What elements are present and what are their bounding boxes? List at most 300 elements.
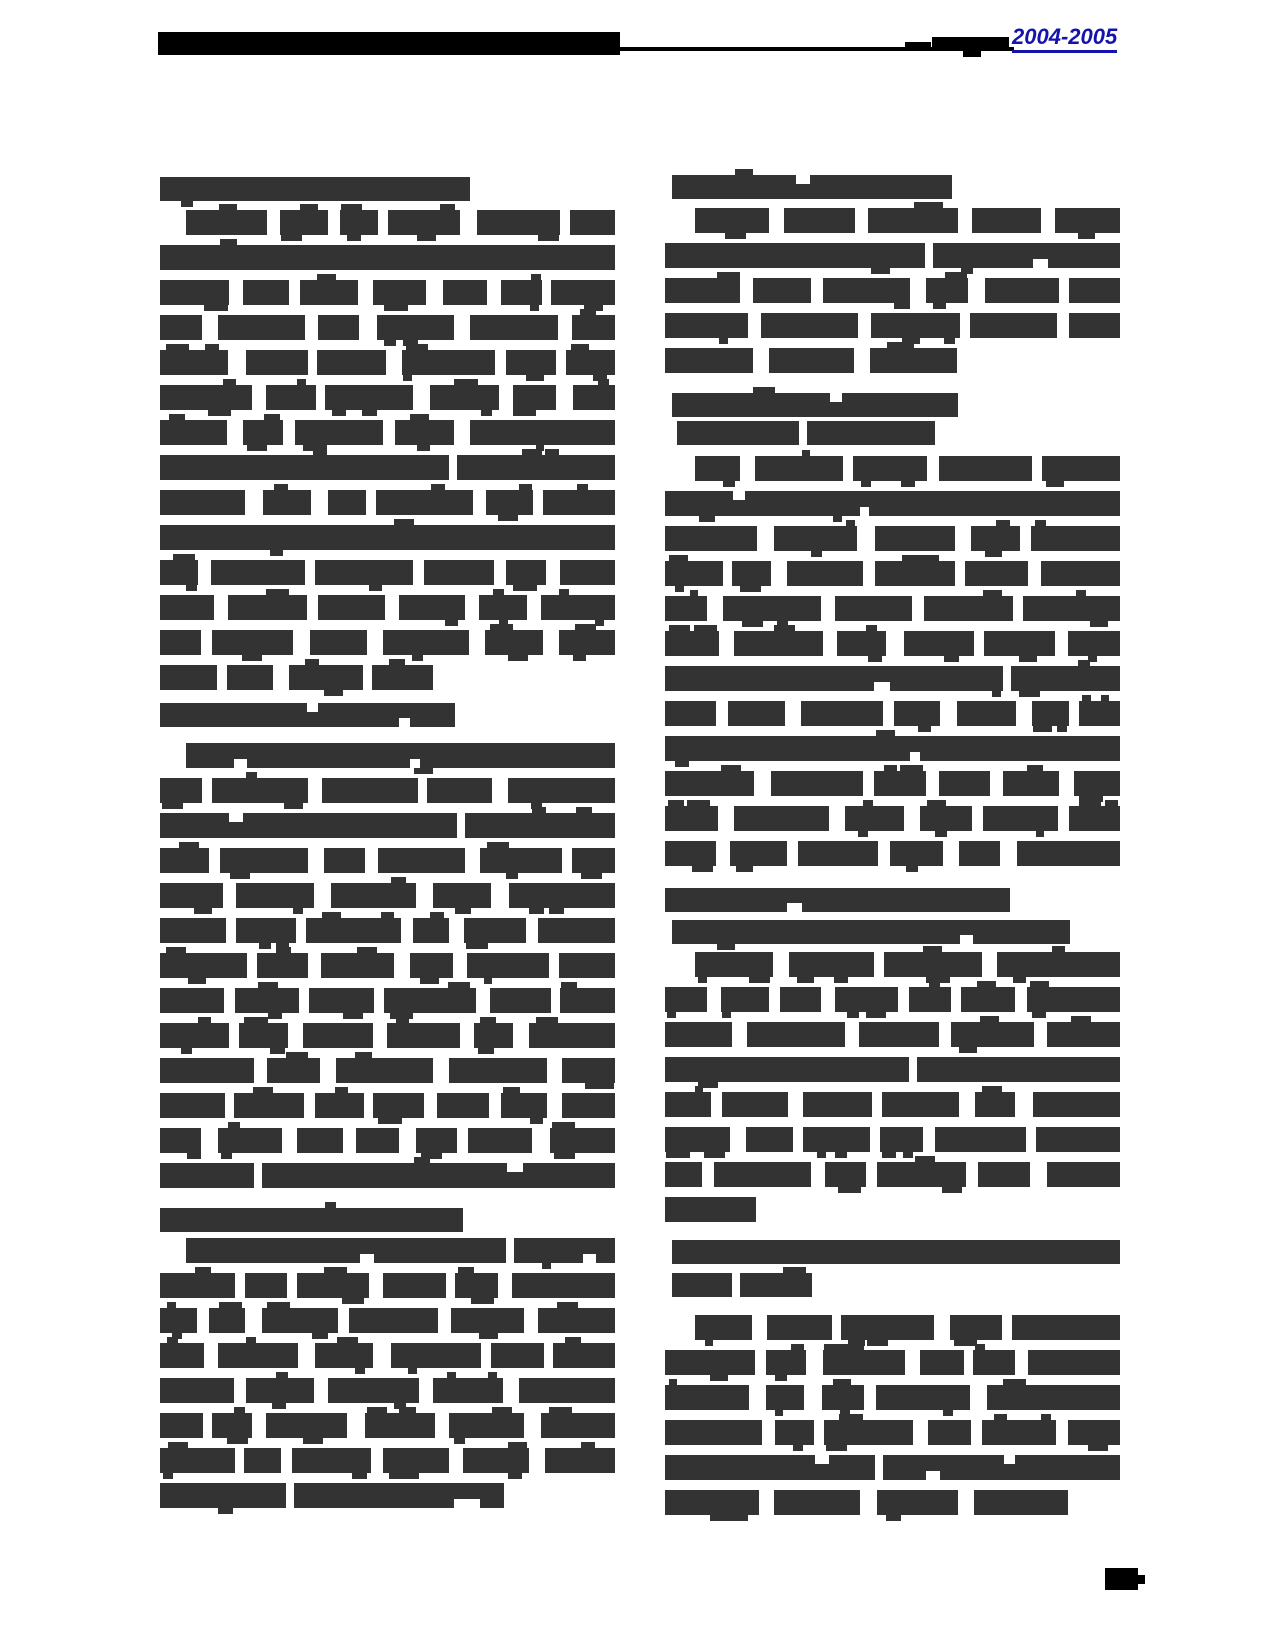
- redacted-line: [665, 987, 1120, 1012]
- redacted-word: [506, 350, 557, 375]
- redaction-bump: [219, 204, 237, 210]
- redacted-word: [1041, 561, 1120, 586]
- redacted-word: [315, 1343, 373, 1368]
- redacted-word: [665, 1490, 759, 1515]
- redaction-bump: [324, 690, 343, 696]
- redaction-bump: [498, 515, 518, 521]
- redacted-word: [550, 1128, 615, 1153]
- redacted-word: [559, 953, 615, 978]
- redaction-bump: [1088, 1445, 1108, 1451]
- redacted-word: [665, 806, 718, 831]
- redacted-word: [465, 813, 615, 838]
- redacted-word: [449, 1413, 524, 1438]
- redacted-word: [309, 988, 374, 1013]
- redaction-bump: [367, 1407, 387, 1413]
- redacted-line: [665, 561, 1120, 586]
- redacted-line: [665, 243, 1120, 268]
- redacted-word: [509, 883, 615, 908]
- redacted-word: [570, 210, 615, 235]
- redacted-word: [573, 385, 615, 410]
- redacted-word: [767, 1315, 832, 1340]
- redacted-word: [218, 315, 305, 340]
- redaction-bump: [783, 1267, 806, 1273]
- redacted-word: [1017, 841, 1120, 866]
- redacted-word: [884, 952, 982, 977]
- redaction-bump: [996, 520, 1011, 526]
- redacted-word: [665, 1420, 762, 1445]
- redacted-word: [356, 1128, 400, 1153]
- redacted-word: [823, 1350, 905, 1375]
- redacted-line: [160, 210, 615, 235]
- redaction-bump: [694, 625, 717, 631]
- redaction-notch: [910, 752, 919, 761]
- redaction-bump: [753, 387, 775, 393]
- redaction-bump: [1033, 726, 1052, 732]
- redacted-word: [508, 778, 615, 803]
- redaction-bump: [583, 309, 596, 315]
- redacted-word: [160, 525, 615, 550]
- redaction-bump: [458, 1267, 474, 1273]
- redaction-bump: [573, 655, 586, 661]
- redacted-word: [427, 778, 492, 803]
- redaction-bump: [403, 375, 412, 381]
- redacted-word: [186, 210, 267, 235]
- redacted-word: [859, 1022, 939, 1047]
- redacted-word: [399, 595, 465, 620]
- redaction-bump: [717, 944, 735, 950]
- redaction-bump: [208, 410, 232, 416]
- redaction-bump: [1019, 691, 1040, 697]
- redaction-bump: [1101, 695, 1110, 701]
- redaction-bump: [394, 519, 415, 525]
- redacted-word: [572, 315, 615, 340]
- redacted-word: [506, 560, 546, 585]
- redacted-word: [160, 1093, 225, 1118]
- redaction-bump: [481, 410, 492, 416]
- redacted-word: [1012, 1315, 1120, 1340]
- redaction-bump: [1003, 1379, 1027, 1385]
- redacted-word: [160, 630, 201, 655]
- redacted-word: [501, 280, 542, 305]
- redaction-bump: [742, 621, 763, 627]
- redacted-word: [485, 630, 543, 655]
- redaction-bump: [332, 410, 346, 416]
- redaction-bump: [303, 1438, 323, 1444]
- redacted-word: [917, 1057, 1120, 1082]
- redacted-word: [939, 456, 1032, 481]
- redacted-heading-bar: [672, 1273, 812, 1297]
- redaction-bump: [536, 1017, 559, 1023]
- redaction-bump: [1019, 656, 1037, 662]
- redacted-word: [160, 455, 449, 480]
- redaction-bump: [221, 1153, 233, 1159]
- redaction-bump: [704, 1152, 725, 1158]
- redaction-bump: [246, 1337, 256, 1343]
- redacted-word: [665, 841, 716, 866]
- redacted-word: [513, 385, 557, 410]
- redacted-line: [665, 701, 1120, 726]
- redacted-word: [262, 1308, 338, 1333]
- redaction-notch: [796, 175, 810, 184]
- redacted-word: [160, 1343, 204, 1368]
- redacted-word: [875, 526, 954, 551]
- redacted-word: [890, 841, 943, 866]
- redacted-word: [310, 630, 366, 655]
- redacted-word: [451, 1308, 524, 1333]
- redacted-word: [870, 348, 956, 373]
- redacted-word: [766, 1385, 804, 1410]
- redacted-word: [665, 243, 925, 268]
- redaction-bump: [466, 943, 488, 949]
- redacted-word: [841, 1315, 934, 1340]
- redacted-word: [970, 313, 1057, 338]
- redacted-word: [665, 1162, 702, 1187]
- redacted-word: [318, 315, 358, 340]
- redaction-bump: [246, 772, 257, 778]
- redaction-bump: [471, 1298, 493, 1304]
- redacted-word: [974, 1490, 1068, 1515]
- redacted-line: [160, 813, 615, 838]
- redaction-bump: [725, 1515, 748, 1521]
- redacted-word: [874, 771, 926, 796]
- right-column: [665, 0, 1120, 1650]
- redacted-word: [971, 526, 1020, 551]
- redacted-line: [665, 1022, 1120, 1047]
- redacted-word: [972, 208, 1041, 233]
- redaction-bump: [669, 555, 688, 561]
- redaction-bump: [343, 1013, 363, 1019]
- redaction-bump: [675, 761, 690, 767]
- redaction-bump: [867, 1340, 887, 1346]
- redacted-word: [1033, 1092, 1120, 1117]
- redacted-word: [212, 630, 293, 655]
- redaction-bump: [186, 585, 197, 591]
- redacted-word: [734, 806, 829, 831]
- redacted-word: [218, 1128, 282, 1153]
- redaction-bump: [1076, 590, 1086, 596]
- redaction-bump: [1078, 233, 1095, 239]
- redaction-bump: [167, 1337, 178, 1343]
- redaction-bump: [562, 1302, 574, 1308]
- redacted-word: [714, 1162, 811, 1187]
- redacted-word: [774, 526, 857, 551]
- redacted-word: [383, 1273, 446, 1298]
- redaction-bump: [710, 1375, 728, 1381]
- redaction-notch: [467, 1499, 480, 1508]
- redaction-bump: [826, 1445, 847, 1451]
- redacted-word: [787, 561, 863, 586]
- redacted-word: [437, 1093, 489, 1118]
- redaction-bump: [833, 1379, 851, 1385]
- redacted-word: [160, 560, 198, 585]
- redaction-notch: [454, 1499, 467, 1508]
- redacted-heading-bar: [672, 175, 952, 199]
- redaction-bump: [447, 1372, 456, 1378]
- redaction-bump: [1057, 726, 1068, 732]
- redacted-word: [514, 1238, 615, 1263]
- redaction-bump: [480, 1017, 496, 1023]
- redacted-word: [755, 456, 843, 481]
- redacted-line: [665, 736, 1120, 761]
- redaction-bump: [983, 590, 1002, 596]
- redacted-word: [160, 1483, 286, 1508]
- redacted-word: [391, 1343, 481, 1368]
- redacted-line: [160, 778, 615, 803]
- redaction-bump: [198, 1017, 211, 1023]
- redacted-word: [1042, 456, 1120, 481]
- redacted-word: [1074, 771, 1120, 796]
- redacted-word: [519, 1378, 615, 1403]
- redacted-word: [983, 806, 1058, 831]
- redaction-bump: [1079, 800, 1101, 806]
- redaction-bump: [775, 1375, 787, 1381]
- redacted-line: [665, 1057, 1120, 1082]
- redaction-bump: [791, 1344, 805, 1350]
- redaction-bump: [219, 1302, 242, 1308]
- redaction-notch: [815, 1455, 829, 1464]
- redaction-bump: [403, 1473, 419, 1479]
- redaction-notch: [1004, 1455, 1015, 1464]
- redaction-bump: [834, 977, 848, 983]
- redaction-bump: [259, 943, 271, 949]
- redaction-bump: [240, 873, 250, 879]
- redaction-bump: [1078, 660, 1089, 666]
- redacted-line: [160, 848, 615, 873]
- redacted-word: [410, 953, 453, 978]
- redaction-bump: [871, 268, 890, 274]
- redaction-bump: [692, 866, 713, 872]
- redaction-bump: [293, 908, 303, 914]
- redacted-word: [491, 1343, 544, 1368]
- redacted-word: [723, 596, 821, 621]
- redacted-word: [315, 1093, 364, 1118]
- redacted-word: [160, 953, 247, 978]
- redaction-bump: [234, 1407, 246, 1413]
- redacted-word: [292, 1448, 372, 1473]
- redacted-word: [218, 1343, 298, 1368]
- redacted-word: [894, 701, 940, 726]
- redaction-bump: [508, 1442, 526, 1448]
- redaction-bump: [740, 586, 761, 592]
- redacted-line: [160, 1163, 615, 1188]
- redaction-bump: [906, 866, 918, 872]
- redaction-notch: [360, 1254, 374, 1263]
- redaction-notch: [732, 1273, 740, 1297]
- redaction-bump: [342, 1298, 364, 1304]
- redacted-word: [325, 385, 413, 410]
- redacted-word: [413, 918, 450, 943]
- redaction-bump: [561, 982, 576, 988]
- redacted-word: [373, 1093, 424, 1118]
- redaction-bump: [276, 947, 291, 953]
- redaction-bump: [542, 1263, 552, 1269]
- redacted-word: [1069, 278, 1120, 303]
- redaction-notch: [399, 718, 410, 727]
- redaction-bump: [487, 842, 508, 848]
- redaction-bump: [749, 977, 770, 983]
- redaction-bump: [530, 1118, 543, 1124]
- redaction-bump: [166, 344, 189, 350]
- redaction-bump: [669, 625, 691, 631]
- redaction-bump: [933, 303, 946, 309]
- redacted-line: [665, 596, 1120, 621]
- redacted-word: [433, 1378, 502, 1403]
- redaction-bump: [838, 1187, 861, 1193]
- redaction-bump: [549, 1407, 560, 1413]
- redacted-word: [467, 953, 549, 978]
- redacted-word: [997, 952, 1120, 977]
- redacted-word: [236, 918, 296, 943]
- redaction-bump: [793, 1445, 802, 1451]
- redacted-line: [665, 456, 1120, 481]
- redacted-word: [877, 1490, 958, 1515]
- redaction-bump: [586, 1442, 596, 1448]
- redacted-word: [455, 1273, 498, 1298]
- redacted-line: [160, 280, 615, 305]
- redacted-word: [160, 1413, 203, 1438]
- redacted-word: [871, 313, 960, 338]
- redacted-word: [665, 1350, 755, 1375]
- redacted-word: [789, 952, 874, 977]
- redaction-bump: [417, 445, 430, 451]
- redacted-word: [823, 278, 910, 303]
- redaction-bump: [839, 1414, 863, 1420]
- redaction-bump: [719, 338, 728, 344]
- redacted-line: [160, 1483, 615, 1508]
- redaction-bump: [668, 800, 685, 806]
- redacted-line: [665, 1420, 1120, 1445]
- redaction-bump: [391, 877, 406, 883]
- redacted-line: [160, 743, 615, 768]
- redacted-line: [665, 1315, 1120, 1340]
- redaction-bump: [431, 484, 445, 490]
- redaction-bump: [530, 305, 539, 311]
- redacted-word: [470, 420, 615, 445]
- redaction-bump: [508, 1473, 523, 1479]
- redaction-notch: [234, 759, 247, 768]
- redacted-word: [551, 280, 615, 305]
- redacted-word: [160, 350, 228, 375]
- redaction-bump: [669, 1379, 677, 1385]
- redacted-word: [297, 1128, 344, 1153]
- edition-year-link[interactable]: 2004-2005: [1012, 26, 1117, 53]
- redaction-notch: [787, 903, 803, 912]
- redaction-bump: [982, 1086, 1002, 1092]
- redacted-word: [665, 313, 748, 338]
- redacted-word: [780, 987, 821, 1012]
- redaction-bump: [204, 305, 223, 311]
- redaction-bump: [195, 1267, 211, 1273]
- redacted-line: [665, 631, 1120, 656]
- redaction-bump: [188, 978, 206, 984]
- redaction-bump: [445, 620, 457, 626]
- redacted-word: [297, 1273, 369, 1298]
- redaction-bump: [980, 1016, 999, 1022]
- redacted-word: [665, 1127, 730, 1152]
- redaction-bump: [717, 272, 732, 278]
- redacted-word: [331, 883, 416, 908]
- redacted-word: [244, 1448, 281, 1473]
- redaction-bump: [247, 445, 268, 451]
- redacted-word: [317, 350, 386, 375]
- redaction-bump: [168, 1442, 188, 1448]
- redaction-notch: [507, 1163, 523, 1172]
- redacted-word: [935, 1127, 1027, 1152]
- redacted-word: [562, 1093, 615, 1118]
- redaction-bump: [559, 589, 568, 595]
- redacted-word: [328, 1378, 419, 1403]
- redacted-word: [835, 596, 911, 621]
- redacted-word: [803, 1092, 872, 1117]
- redacted-word: [228, 595, 306, 620]
- redaction-bump: [223, 379, 236, 385]
- redaction-bump: [1036, 831, 1045, 837]
- redacted-word: [695, 1315, 752, 1340]
- redacted-word: [512, 1273, 615, 1298]
- redacted-word: [468, 1128, 532, 1153]
- redacted-word: [978, 1162, 1030, 1187]
- redaction-bump: [552, 1122, 575, 1128]
- redacted-word: [160, 988, 224, 1013]
- redaction-bump: [1027, 765, 1042, 771]
- redacted-word: [1068, 631, 1120, 656]
- redacted-line: [160, 525, 615, 550]
- redaction-bump: [775, 1410, 783, 1416]
- redaction-bump: [571, 344, 589, 350]
- redaction-bump: [440, 204, 455, 210]
- redacted-line: [665, 1490, 1120, 1515]
- redacted-word: [965, 561, 1029, 586]
- redaction-bump: [802, 450, 810, 456]
- redaction-bump: [169, 414, 185, 420]
- redaction-bump: [884, 765, 897, 771]
- redacted-word: [430, 385, 499, 410]
- redacted-word: [982, 1420, 1056, 1445]
- redaction-bump: [179, 842, 199, 848]
- redacted-word: [728, 701, 785, 726]
- redacted-line: [160, 595, 615, 620]
- redacted-word: [924, 596, 1013, 621]
- redaction-bump: [705, 1340, 713, 1346]
- redaction-bump: [163, 1473, 172, 1479]
- redaction-bump: [488, 1372, 497, 1378]
- redaction-bump: [352, 1473, 367, 1479]
- redacted-word: [695, 208, 769, 233]
- redacted-line: [160, 455, 615, 480]
- redaction-bump: [513, 410, 536, 416]
- redacted-word: [1047, 1022, 1120, 1047]
- redacted-word: [457, 455, 615, 480]
- redacted-line: [160, 953, 615, 978]
- redaction-bump: [1105, 800, 1119, 806]
- redaction-bump: [868, 656, 882, 662]
- redaction-bump: [695, 1086, 703, 1092]
- redacted-word: [340, 210, 378, 235]
- redaction-bump: [362, 410, 377, 416]
- redaction-bump: [205, 344, 220, 350]
- redacted-word: [665, 596, 707, 621]
- redaction-bump: [1013, 977, 1026, 983]
- redaction-bump: [994, 1414, 1007, 1420]
- redaction-bump: [410, 414, 429, 420]
- redaction-bump: [519, 484, 532, 490]
- redacted-word: [160, 1308, 197, 1333]
- redaction-bump: [902, 555, 925, 561]
- redaction-bump: [531, 274, 541, 280]
- redacted-word: [474, 1023, 513, 1048]
- redaction-bump: [508, 655, 528, 661]
- redacted-word: [722, 1092, 788, 1117]
